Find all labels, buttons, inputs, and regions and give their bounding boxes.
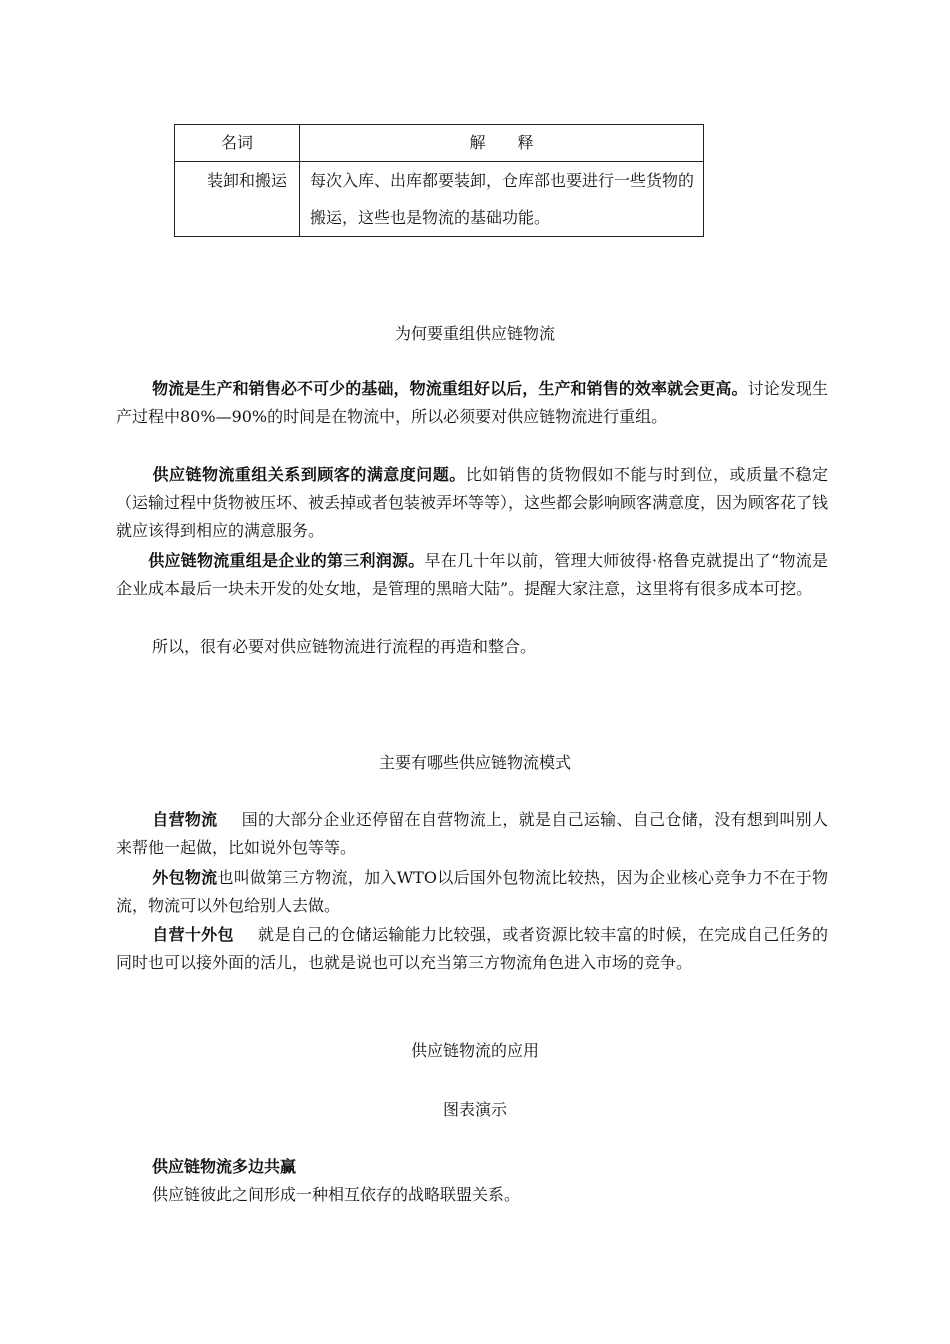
paragraph — [152, 1181, 828, 1209]
paragraph-bold-lead: 外包物流 — [152, 868, 218, 887]
paragraph-text: 比如销售的货物假如不能与时到位，或质量不稳定（运输过程中货物被压坏、被丢掉或者包装被弄坏等等），这些都会影响顾客满意度，因为顾客花了钱就应该得到相应的满意服务。 — [116, 465, 829, 540]
paragraph — [116, 375, 828, 431]
section-heading-application: 供应链物流的应用 — [410, 1041, 539, 1060]
subsection-bold-title: 供应链物流多边共赢 — [152, 1157, 297, 1176]
paragraph — [116, 806, 828, 862]
paragraph-bold-lead: 自营十外包 — [152, 925, 234, 944]
table-header-term: 名词 — [175, 125, 300, 162]
table-row — [175, 162, 704, 237]
table-header-row — [175, 125, 704, 162]
paragraph-text: 也叫做第三方物流，加入WTO以后国外包物流比较热，因为企业核心竞争力不在于物流，物流可以外包给别人去做。 — [116, 868, 828, 915]
paragraph-text: 就是自己的仓储运输能力比较强，或者资源比较丰富的时候，在完成自己任务的同时也可以接外面的活儿，也就是说也可以充当第三方物流角色进入市场的竞争。 — [116, 925, 828, 972]
section-heading-why-reorganize: 为何要重组供应链物流 — [394, 324, 555, 343]
paragraph-bold-lead: 供应链物流重组关系到顾客的满意度问题。 — [152, 465, 466, 484]
term-table — [174, 124, 704, 237]
paragraph-bold-lead: 自营物流 — [152, 810, 218, 829]
paragraph-text: 所以，很有必要对供应链物流进行流程的再造和整合。 — [152, 637, 537, 656]
table-cell-term: 装卸和搬运 — [175, 162, 300, 237]
paragraph-bold-lead: 物流是生产和销售必不可少的基础，物流重组好以后，生产和销售的效率就会更高。 — [152, 379, 748, 398]
subsection-title — [152, 1153, 828, 1181]
paragraph-text: 早在几十年以前，管理大师彼得·格鲁克就提出了“物流是企业成本最后一块未开发的处女地，是管理的黑暗大陆”。提醒大家注意，这里将有很多成本可挖。 — [116, 551, 828, 598]
table-header-explanation: 解 释 — [300, 125, 704, 162]
paragraph-text: 讨论发现生产过程中80%—90%的时间是在物流中，所以必须要对供应链物流进行重组。 — [116, 379, 828, 426]
subheading-chart-demo: 图表演示 — [442, 1100, 507, 1119]
paragraph — [116, 461, 828, 545]
paragraph — [116, 547, 828, 603]
paragraph — [116, 921, 828, 977]
paragraph — [116, 633, 828, 661]
paragraph-text: 供应链彼此之间形成一种相互依存的战略联盟关系。 — [152, 1185, 521, 1204]
paragraph-text: 国的大部分企业还停留在自营物流上，就是自己运输、自己仓储，没有想到叫别人来帮他一起做，比如说外包等等。 — [116, 810, 828, 857]
paragraph-bold-lead: 供应链物流重组是企业的第三利润源。 — [148, 551, 425, 570]
section-heading-models: 主要有哪些供应链物流模式 — [378, 753, 571, 772]
table-cell-explanation: 每次入库、出库都要装卸，仓库部也要进行一些货物的搬运，这些也是物流的基础功能。 — [300, 162, 704, 237]
paragraph — [116, 864, 828, 920]
